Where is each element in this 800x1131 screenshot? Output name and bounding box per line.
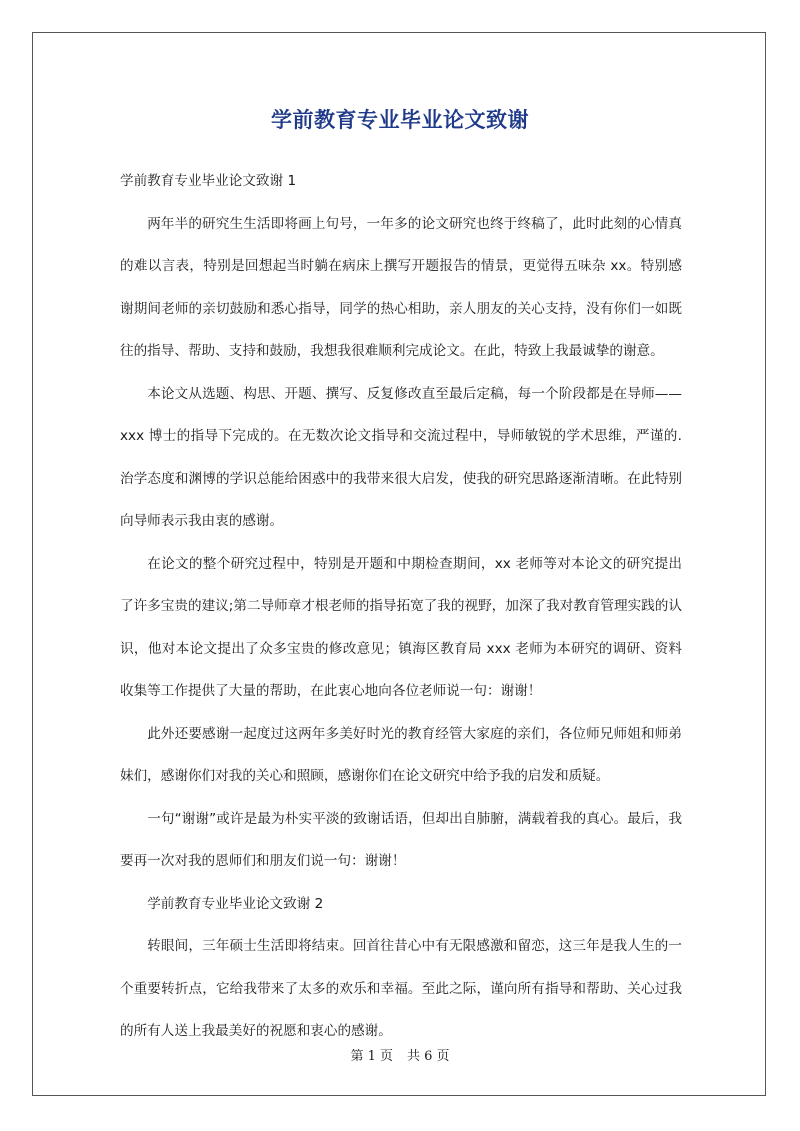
page-number: 第 1 页 xyxy=(350,1049,393,1064)
section-heading-1: 学前教育专业毕业论文致谢 1 xyxy=(120,173,297,189)
paragraph: 一句“谢谢”或许是最为朴实平淡的致谢话语，但却出自肺腑，满载着我的真心。最后，我要再一次对我的恩师们和朋友们说一句：谢谢！ xyxy=(120,810,682,869)
page-total: 共 6 页 xyxy=(407,1049,450,1064)
paragraph: 转眼间，三年硕士生活即将结束。回首往昔心中有无限感激和留恋，这三年是我人生的一个重要转折点，它给我带来了太多的欢乐和幸福。至此之际，谨向所有指导和帮助、关心过我的所有人送上我最美好的祝愿和衷心的感谢。 xyxy=(120,938,682,1039)
paragraph: 本论文从选题、构思、开题、撰写、反复修改直至最后定稿，每一个阶段都是在导师——xxx 博士的指导下完成的。在无数次论文指导和交流过程中，导师敏锐的学术思维，严谨的.治学态度和渊博的学识总能给困惑中的我带来很大启发，使我的研究思路逐渐清晰。在此特别向导师表示我由衷的感谢。 xyxy=(120,385,682,529)
document-body xyxy=(120,160,682,1053)
paragraph: 在论文的整个研究过程中，特别是开题和中期检查期间，xx 老师等对本论文的研究提出了许多宝贵的建议;第二导师章才根老师的指导拓宽了我的视野，加深了我对教育管理实践的认识，他对本论文提出了众多宝贵的修改意见；镇海区教育局 xxx 老师为本研究的调研、资料收集等工作提供了大量的帮助，在此衷心地向各位老师说一句：谢谢！ xyxy=(120,555,682,699)
section-heading-2: 学前教育专业毕业论文致谢 2 xyxy=(147,895,324,912)
page-footer xyxy=(0,1045,800,1064)
document-title: 学前教育专业毕业论文致谢 xyxy=(271,108,529,132)
paragraph: 此外还要感谢一起度过这两年多美好时光的教育经管大家庭的亲们，各位师兄师姐和师弟妹们，感谢你们对我的关心和照顾，感谢你们在论文研究中给予我的启发和质疑。 xyxy=(120,725,682,784)
paragraph: 两年半的研究生生活即将画上句号，一年多的论文研究也终于终稿了，此时此刻的心情真的难以言表，特别是回想起当时躺在病床上撰写开题报告的情景，更觉得五味杂 xx。特别感谢期间老师的亲切鼓励和悉心指导，同学的热心相助，亲人朋友的关心支持，没有你们一如既往的指导、帮助、支持和鼓励，我想我很难顺利完成论文。在此，特致上我最诚挚的谢意。 xyxy=(120,215,682,359)
